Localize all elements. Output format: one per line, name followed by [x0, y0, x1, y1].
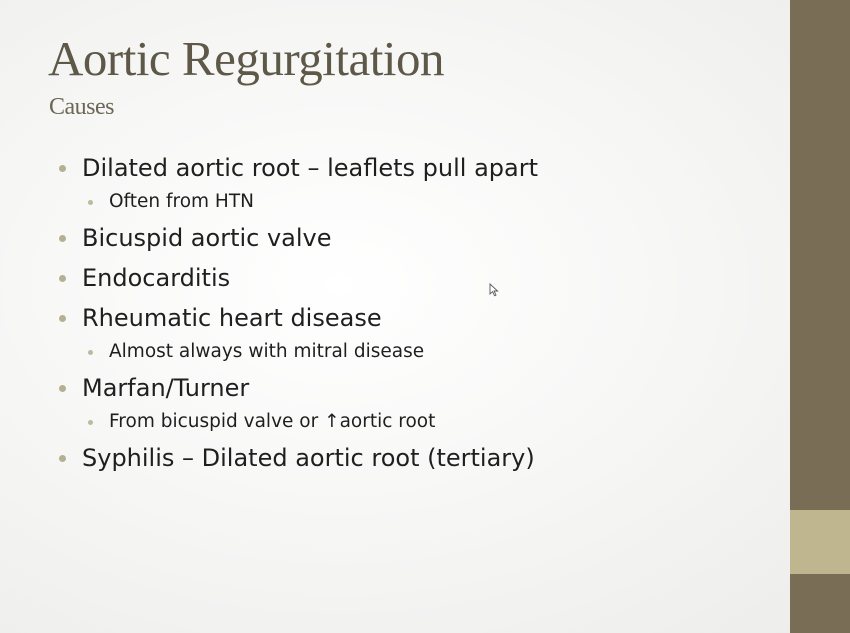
bullet-dot-icon: [59, 165, 66, 172]
bullet-text: Dilated aortic root – leaflets pull apart: [82, 154, 538, 182]
bullet-text: Marfan/Turner: [82, 374, 250, 402]
bullet-text: Bicuspid aortic valve: [82, 224, 332, 252]
slide-sidebar-accent: [790, 510, 850, 574]
bullet-dot-icon: [88, 350, 93, 355]
slide-subtitle: Causes: [49, 94, 114, 120]
bullet-dot-icon: [88, 200, 93, 205]
bullet-item: [57, 220, 538, 260]
sub-bullet-text: Almost always with mitral disease: [109, 341, 425, 362]
slide-title: Aortic Regurgitation: [48, 31, 444, 86]
bullet-dot-icon: [59, 275, 66, 282]
bullet-dot-icon: [59, 385, 66, 392]
bullet-text: Endocarditis: [82, 264, 231, 292]
bullet-dot-icon: [59, 235, 66, 242]
bullet-text: Syphilis – Dilated aortic root (tertiary): [82, 444, 535, 472]
bullet-dot-icon: [88, 420, 93, 425]
bullet-dot-icon: [59, 315, 66, 322]
bullet-dot-icon: [59, 455, 66, 462]
sub-bullet-text: From bicuspid valve or ↑aortic root: [109, 411, 436, 432]
sub-bullet-text: Often from HTN: [109, 191, 254, 212]
mouse-pointer-icon: [489, 283, 499, 297]
sub-bullet-item: [57, 184, 538, 220]
bullet-list: [57, 150, 538, 480]
bullet-item: [57, 440, 538, 480]
sub-bullet-item: [57, 334, 538, 370]
sub-bullet-item: [57, 404, 538, 440]
bullet-text: Rheumatic heart disease: [82, 304, 382, 332]
bullet-item: [57, 260, 538, 300]
